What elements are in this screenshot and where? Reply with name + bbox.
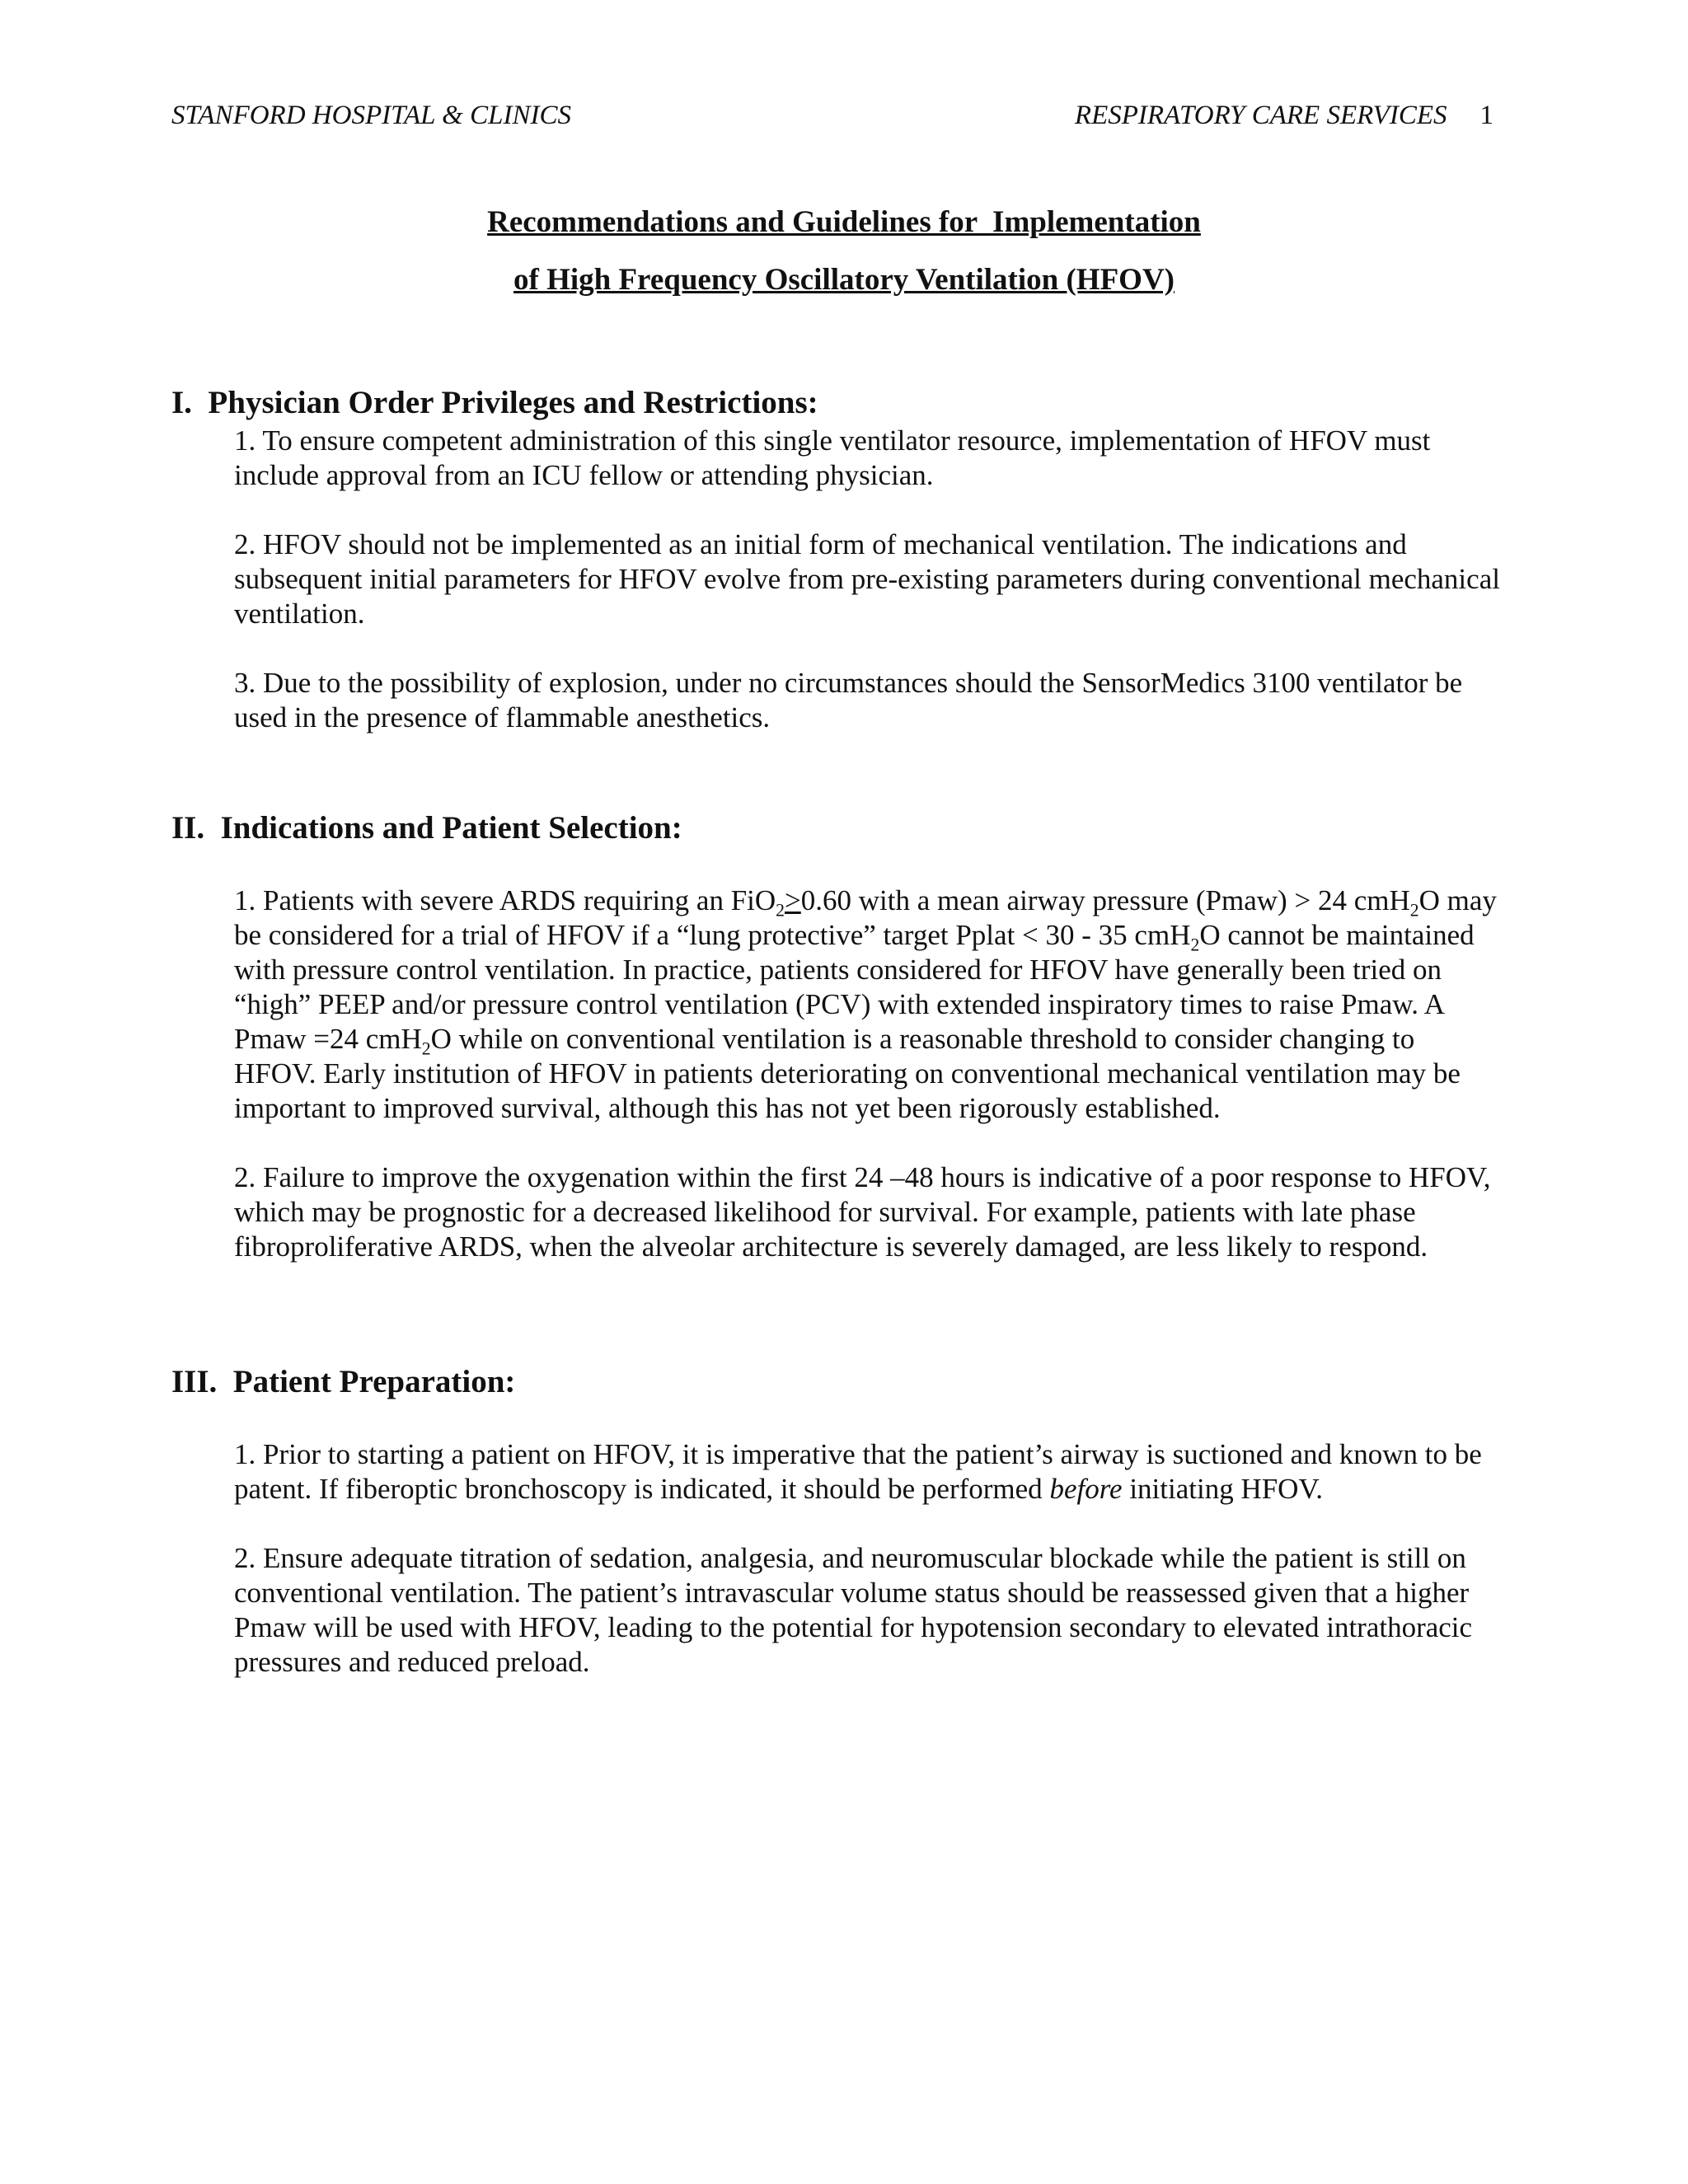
- section-patient-preparation: [171, 1361, 1507, 1680]
- section-items: [234, 883, 1503, 1264]
- section-indications: [171, 808, 1507, 1264]
- list-item: 2. HFOV should not be implemented as an initial form of mechanical ventilation. The indications and subsequent initial parameters for HFOV evolve from pre-existing parameters during conventional mechanical ventilation.: [234, 528, 1500, 630]
- text-span: initiating HFOV.: [1122, 1473, 1323, 1505]
- section-physician-order: [171, 382, 1507, 735]
- subscript: 2: [776, 900, 785, 921]
- section-heading: I. Physician Order Privileges and Restrictions:: [171, 385, 818, 420]
- header-institution: STANFORD HOSPITAL & CLINICS: [171, 101, 571, 130]
- text-span: O cannot be maintained with pressure control ventilation. In practice, patients considered for HFOV have generally been tried on “high” PEEP and/or pressure control ventilation (PCV) with extended inspiratory times to raise Pmaw. A Pmaw =24 cmH: [234, 919, 1475, 1055]
- list-item: [234, 1437, 1503, 1507]
- list-item: 3. Due to the possibility of explosion, under no circumstances should the SensorMedics 3100 ventilator be used in the presence of flammable anesthetics.: [234, 667, 1463, 733]
- greater-or-equal-sign: >: [785, 884, 801, 916]
- section-heading: II. Indications and Patient Selection:: [171, 810, 682, 846]
- title-line-2: of High Frequency Oscillatory Ventilation (HFOV): [513, 263, 1175, 297]
- title-line-1: Recommendations and Guidelines for Implementation: [487, 205, 1201, 239]
- header-department: RESPIRATORY CARE SERVICES: [1074, 101, 1447, 130]
- list-item: [234, 883, 1503, 1126]
- list-item: 2. Ensure adequate titration of sedation, analgesia, and neuromuscular blockade while the patient is still on conventional ventilation. The patient’s intravascular volume status should be reassessed given that a higher Pmaw will be used with HFOV, leading to the potential for hypotension secondary to elevated intrathoracic pressures and reduced preload.: [234, 1542, 1473, 1678]
- text-span: O while on conventional ventilation is a reasonable threshold to consider changing to HFOV. Early institution of HFOV in patients deteriorating on conventional mechanical ventilation may be important to improved survival, although this has not yet been rigorously established.: [234, 1023, 1461, 1124]
- section-items: [234, 424, 1503, 735]
- header-department-group: [1075, 97, 1493, 134]
- text-span: 0.60 with a mean airway pressure (Pmaw) > 24 cmH: [800, 884, 1410, 916]
- subscript: 2: [1190, 935, 1200, 955]
- list-item: 2. Failure to improve the oxygenation within the first 24 –48 hours is indicative of a poor response to HFOV, which may be prognostic for a decreased likelihood for survival. For example, patients with late phase fibroproliferative ARDS, when the alveolar architecture is severely damaged, are less likely to respond.: [234, 1161, 1491, 1263]
- section-items: [234, 1437, 1503, 1680]
- emphasis-text: before: [1049, 1473, 1123, 1505]
- subscript: 2: [421, 1038, 431, 1059]
- list-item: 1. To ensure competent administration of this single ventilator resource, implementation of HFOV must include approval from an ICU fellow or attending physician.: [234, 424, 1431, 491]
- document-title: [0, 194, 1688, 309]
- subscript: 2: [1409, 900, 1419, 921]
- text-span: 1. Prior to starting a patient on HFOV, it is imperative that the patient’s airway is suctioned and known to be patent. If fiberoptic bronchoscopy is indicated, it should be performed: [234, 1438, 1482, 1505]
- page-number: 1: [1479, 101, 1493, 130]
- section-heading: III. Patient Preparation:: [171, 1364, 516, 1399]
- running-header: [171, 97, 1493, 134]
- text-span: 1. Patients with severe ARDS requiring an FiO: [234, 884, 776, 916]
- text-span: O may be considered for a trial of HFOV if a “lung protective” target Pplat < 30 - 35 cmH: [234, 884, 1497, 951]
